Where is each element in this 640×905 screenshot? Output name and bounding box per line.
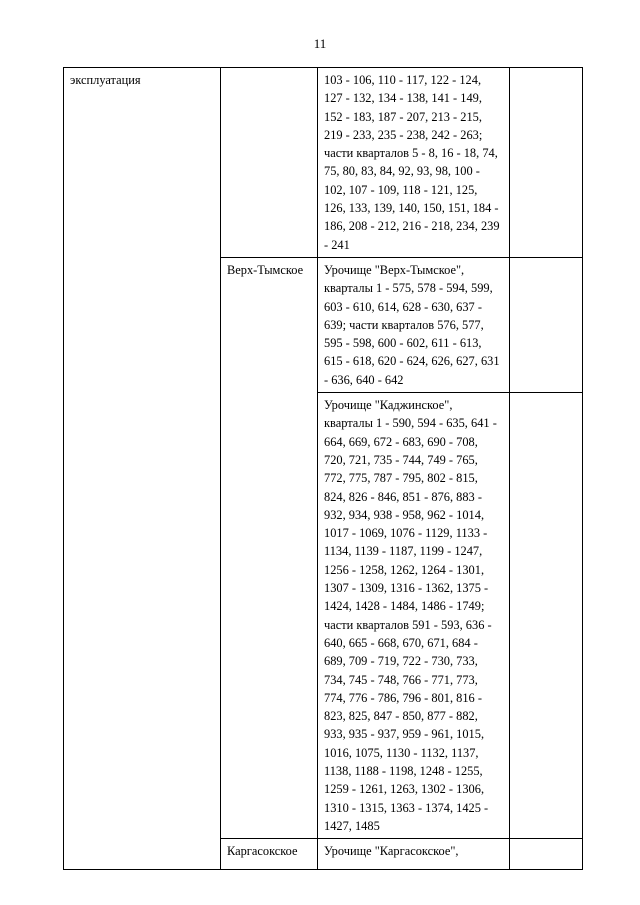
page-number: 11	[313, 36, 327, 51]
area-cell	[510, 257, 583, 392]
quarters-text: Урочище "Каргасокское",	[324, 844, 459, 859]
forestry-cell	[221, 839, 318, 870]
quarters-cell	[318, 257, 510, 392]
purpose-cell	[64, 68, 221, 870]
forestry-cell	[221, 68, 318, 258]
forestry-name: Верх-Тымское	[227, 262, 304, 277]
quarters-text: 103 - 106, 110 - 117, 122 - 124, 127 - 132, 134 - 138, 141 - 149, 152 - 183, 187 - 207, 213 - 215, 219 - 233, 235 - 238, 242 - 263; части кварталов 5 - 8, 16 - 18, 74, 75, 80, 83, 84, 92, 93, 98, 100 - 102, 107 - 109, 118 - 121, 125, 126, 133, 139, 140, 150, 151, 184 - 186, 208 - 212, 216 - 218, 234, 239 - 241	[324, 73, 500, 252]
quarters-cell	[318, 393, 510, 839]
table-row	[64, 68, 583, 258]
purpose-text: эксплуатация	[70, 73, 141, 87]
forestry-name: Каргасокское	[227, 844, 298, 859]
area-cell	[510, 839, 583, 870]
area-cell	[510, 68, 583, 258]
quarters-cell	[318, 68, 510, 258]
quarters-text: Урочище "Каджинское", кварталы 1 - 590, 594 - 635, 641 - 664, 669, 672 - 683, 690 - 708, 720, 721, 735 - 744, 749 - 765, 772, 775, 787 - 795, 802 - 815, 824, 826 - 846, 851 - 876, 883 - 932, 934, 938 - 958, 962 - 1014, 1017 - 1069, 1076 - 1129, 1133 - 1134, 1139 - 1187, 1199 - 1247, 1256 - 1258, 1262, 1264 - 1301, 1307 - 1309, 1316 - 1362, 1375 - 1424, 1428 - 1484, 1486 - 1749; части кварталов 591 - 593, 636 - 640, 665 - 668, 670, 671, 684 - 689, 709 - 719, 722 - 730, 733, 734, 745 - 748, 766 - 771, 773, 774, 776 - 786, 796 - 801, 816 - 823, 825, 847 - 850, 877 - 882, 933, 935 - 937, 959 - 961, 1015, 1016, 1075, 1130 - 1132, 1137, 1138, 1188 - 1198, 1248 - 1255, 1259 - 1261, 1263, 1302 - 1306, 1310 - 1315, 1363 - 1374, 1425 - 1427, 1485	[324, 398, 497, 833]
quarters-text: Урочище "Верх-Тымское", кварталы 1 - 575, 578 - 594, 599, 603 - 610, 614, 628 - 630, 637 - 639; части кварталов 576, 577, 595 - 598, 600 - 602, 611 - 613, 615 - 618, 620 - 624, 626, 627, 631 - 636, 640 - 642	[324, 262, 500, 387]
area-cell	[510, 393, 583, 839]
forestry-cell	[221, 257, 318, 838]
quarters-cell	[318, 839, 510, 870]
forestry-table	[63, 67, 583, 870]
